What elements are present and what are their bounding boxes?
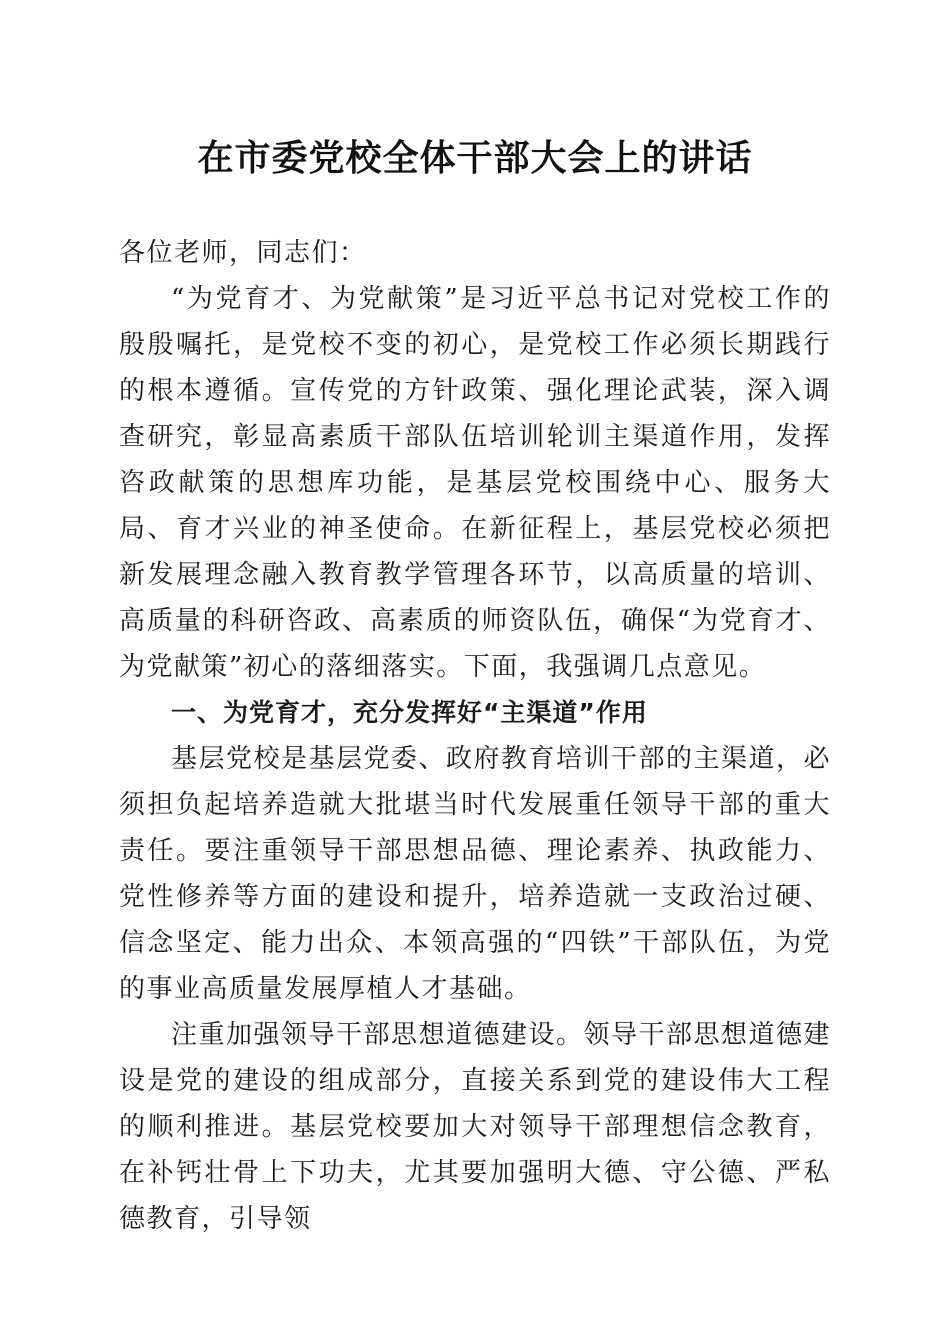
document-title: 在市委党校全体干部大会上的讲话: [197, 137, 753, 179]
document-body: [119, 230, 831, 1242]
section-heading: 一、为党育才，充分发挥好“主渠道”作用: [171, 698, 648, 727]
salutation: 各位老师，同志们：: [119, 238, 367, 268]
intro-paragraph: “为党育才、为党献策”是习近平总书记对党校工作的殷殷嘱托，是党校不变的初心，是党校工作必须长期践行的根本遵循。宣传党的方针政策、强化理论武装，深入调查研究，彰显高素质干部队伍培训轮训主渠道作用，发挥咨政献策的思想库功能，是基层党校围绕中心、服务大局、育才兴业的神圣使命。在新征程上，基层党校必须把新发展理念融入教育教学管理各环节，以高质量的培训、高质量的科研咨政、高素质的师资队伍，确保“为党育才、为党献策”初心的落细落实。下面，我强调几点意见。: [119, 284, 831, 682]
section-paragraph: 基层党校是基层党委、政府教育培训干部的主渠道，必须担负起培养造就大批堪当时代发展重任领导干部的重大责任。要注重领导干部思想品德、理论素养、执政能力、党性修养等方面的建设和提升，培养造就一支政治过硬、信念坚定、能力出众、本领高强的“四铁”干部队伍，为党的事业高质量发展厚植人才基础。: [119, 744, 832, 1004]
section-paragraph: 注重加强领导干部思想道德建设。领导干部思想道德建设是党的建设的组成部分，直接关系到党的建设伟大工程的顺利推进。基层党校要加大对领导干部理想信念教育，在补钙壮骨上下功夫，尤其要加强明大德、守公德、严私德教育，引导领: [119, 1020, 832, 1234]
